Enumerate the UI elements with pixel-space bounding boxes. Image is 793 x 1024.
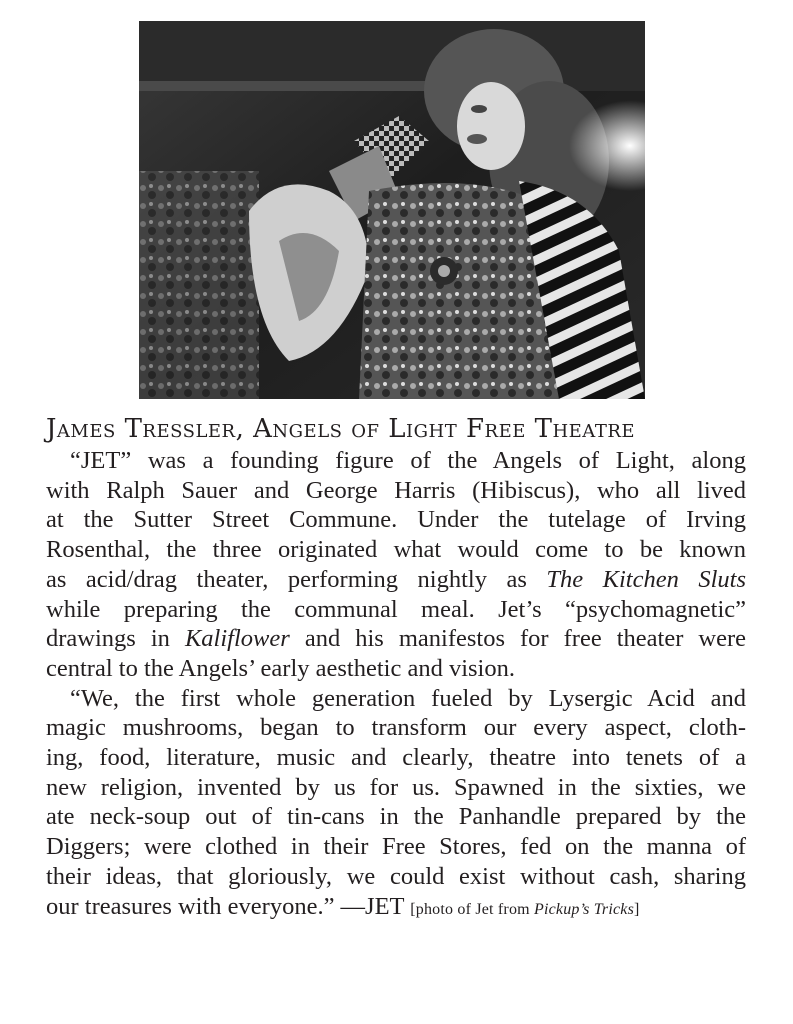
text-line: “We, the first whole generation fueled by Lysergic Acid and bbox=[70, 684, 746, 712]
text-line: while preparing the communal meal. Jet’s “psychomagnetic” bbox=[46, 595, 746, 623]
jet-photo-image bbox=[139, 21, 645, 399]
text-line: “JET” was a founding figure of the Angels of Light, along bbox=[70, 447, 746, 474]
subject-name: James Tressler bbox=[46, 414, 236, 444]
text-run: our treasures with everyone.” —JET bbox=[46, 892, 411, 920]
text-line: new religion, invented by us for us. Spawned in the sixties, we bbox=[46, 773, 746, 801]
text-run: and his manifestos for free theater were bbox=[289, 625, 747, 653]
credit-source: Pickup’s Tricks bbox=[534, 900, 635, 918]
text-run: drawings in bbox=[46, 625, 185, 653]
paragraph-1 bbox=[46, 446, 746, 684]
kitchen-sluts-title: The Kitchen Sluts bbox=[546, 565, 746, 593]
text-line bbox=[46, 892, 746, 925]
title-separator: , bbox=[235, 414, 254, 444]
text-line: ing, food, literature, music and clearly, theatre into tenets of a bbox=[46, 744, 746, 772]
text-line: Diggers; were clothed in their Free Stores, fed on the manna of bbox=[46, 833, 746, 861]
text-line bbox=[46, 624, 746, 654]
text-line: central to the Angels’ early aesthetic and vision. bbox=[46, 654, 515, 682]
text-line: magic mushrooms, began to transform our every aspect, cloth- bbox=[46, 714, 746, 742]
kaliflower-title: Kaliflower bbox=[184, 625, 290, 653]
text-line: Rosenthal, the three originated what would come to be known bbox=[46, 536, 746, 564]
article-body bbox=[46, 446, 746, 924]
text-line: with Ralph Sauer and George Harris (Hibiscus), who all lived bbox=[46, 476, 746, 504]
text-run: as acid/drag theater, performing nightly as bbox=[46, 565, 547, 593]
theatre-name: Angels of Light Free Theatre bbox=[253, 414, 636, 444]
photo-credit bbox=[410, 901, 639, 918]
caption-title bbox=[46, 412, 746, 446]
jet-photo bbox=[139, 21, 645, 399]
text-line: ate neck-soup out of tin-cans in the Panhandle prepared by the bbox=[46, 803, 746, 831]
text-line: their ideas, that gloriously, we could exist without cash, sharing bbox=[46, 862, 746, 890]
text-line: at the Sutter Street Commune. Under the tutelage of Irving bbox=[46, 506, 746, 534]
credit-text: [photo of Jet from bbox=[410, 900, 534, 918]
paragraph-2 bbox=[46, 684, 746, 925]
credit-text: ] bbox=[634, 900, 640, 918]
text-line bbox=[46, 565, 746, 595]
